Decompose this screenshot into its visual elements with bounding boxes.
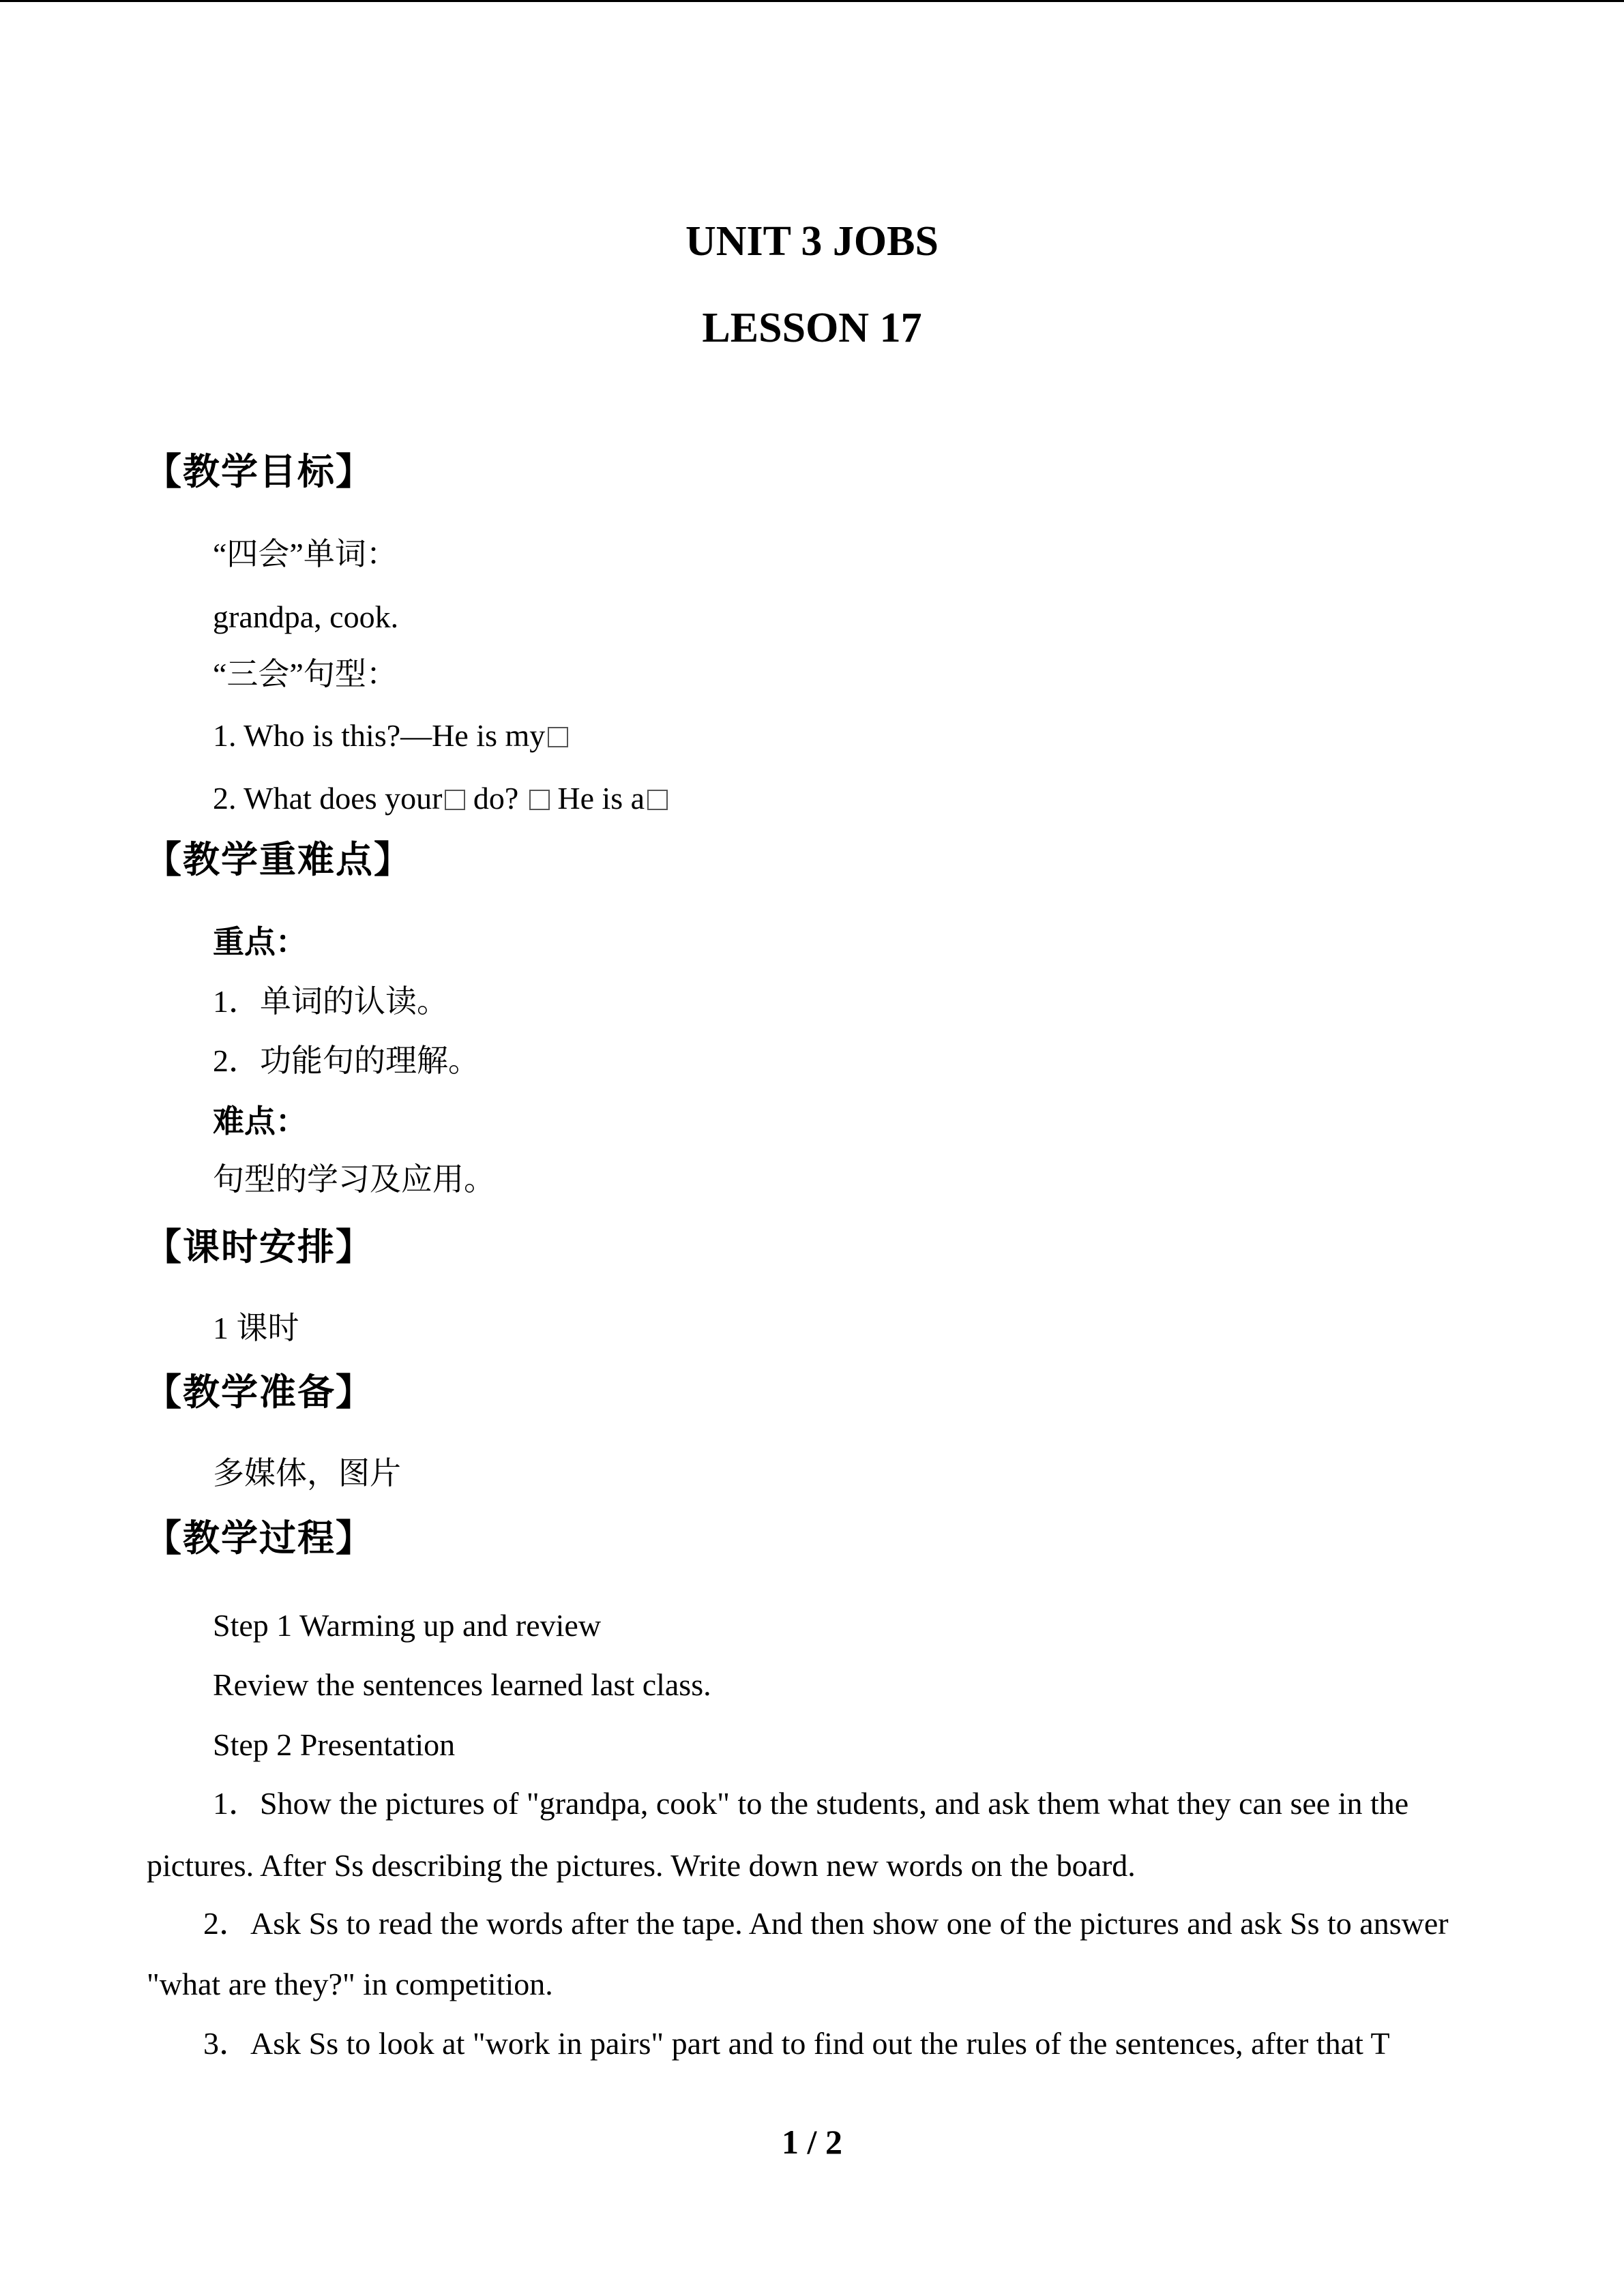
missing-glyph-box — [548, 727, 568, 747]
document-subtitle: LESSON 17 — [702, 305, 922, 351]
step-2-title: Step 2 Presentation — [213, 1727, 456, 1762]
document-title: UNIT 3 JOBS — [685, 218, 939, 265]
sentence-2-part-a: 2. What does your — [213, 781, 443, 816]
step-1-text: Review the sentences learned last class. — [213, 1667, 711, 1702]
section-heading-preparation: 【教学准备】 — [145, 1372, 374, 1413]
sentence-pattern-2 — [213, 783, 668, 814]
section-heading-process: 【教学过程】 — [145, 1518, 374, 1559]
process-item-1-line-2: pictures. After Ss describing the pictures. Write down new words on the board. — [147, 1848, 1136, 1883]
three-skill-label: “三会”句型： — [213, 657, 398, 691]
missing-glyph-box — [445, 790, 465, 810]
process-item-2-line-1: 2．Ask Ss to read the words after the tape. And then show one of the pictures and ask Ss to answer — [203, 1906, 1449, 1941]
sentence-2-part-c: He is a — [549, 781, 645, 816]
schedule-text: 1 课时 — [213, 1311, 299, 1345]
difficult-points-text: 句型的学习及应用。 — [213, 1162, 495, 1197]
process-item-3-line-1: 3．Ask Ss to look at "work in pairs" part and to find out the rules of the sentences, after that T — [203, 2026, 1390, 2061]
missing-glyph-box — [529, 790, 550, 810]
process-item-1-line-1: 1．Show the pictures of "grandpa, cook" to the students, and ask them what they can see in the — [213, 1786, 1409, 1821]
page-number: 1 / 2 — [782, 2123, 842, 2161]
key-point-item-1: 1．单词的认读。 — [213, 984, 448, 1019]
page-top-border — [0, 0, 1624, 2]
section-heading-key-points: 【教学重难点】 — [145, 839, 412, 880]
four-skill-label: “四会”单词： — [213, 537, 398, 571]
missing-glyph-box — [647, 790, 668, 810]
sentence-1-text: 1. Who is this?—He is my — [213, 718, 546, 753]
sentence-2-part-b: do? — [465, 781, 519, 816]
preparation-text: 多媒体，图片 — [213, 1456, 401, 1491]
process-item-2-line-2: "what are they?" in competition. — [147, 1967, 553, 2001]
four-skill-words: grandpa, cook. — [213, 599, 399, 634]
key-point-item-2: 2．功能句的理解。 — [213, 1043, 479, 1078]
key-points-label: 重点： — [213, 925, 307, 959]
section-heading-objectives: 【教学目标】 — [145, 451, 374, 492]
step-1-title: Step 1 Warming up and review — [213, 1608, 602, 1643]
difficult-points-label: 难点： — [213, 1104, 307, 1139]
sentence-pattern-1 — [213, 720, 568, 751]
section-heading-schedule: 【课时安排】 — [145, 1227, 374, 1268]
